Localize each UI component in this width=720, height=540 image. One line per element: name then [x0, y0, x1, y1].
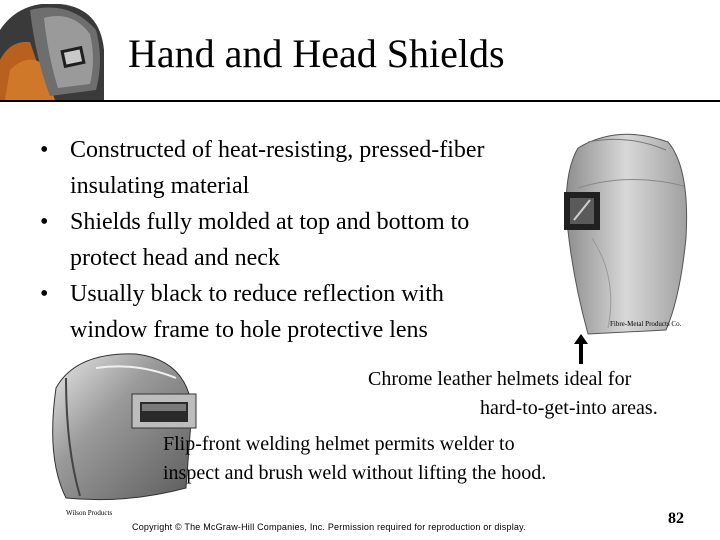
bullet-item — [30, 204, 570, 276]
photo-credit-left: Wilson Products — [66, 509, 113, 517]
bullet-line: window frame to hole protective lens — [70, 317, 428, 343]
bullet-dot: • — [40, 281, 49, 307]
slide-title: Hand and Head Shields — [128, 31, 505, 76]
bullet-line: Usually black to reduce reflection with — [70, 281, 444, 307]
page-number: 82 — [668, 510, 684, 527]
photo-credit-right: Fibre-Metal Products Co. — [610, 320, 682, 328]
flip-caption-line2: inspect and brush weld without lifting the hood. — [163, 462, 547, 484]
chrome-caption-line1: Chrome leather helmets ideal for — [368, 368, 632, 390]
up-arrow-icon — [574, 334, 588, 364]
bullet-line: Constructed of heat-resisting, pressed-fiber — [70, 137, 485, 163]
bullet-dot: • — [40, 209, 49, 235]
bullet-item — [30, 132, 570, 204]
bullet-line: protect head and neck — [70, 245, 280, 271]
leather-helmet-photo — [548, 128, 698, 342]
bullet-line: Shields fully molded at top and bottom to — [70, 209, 470, 235]
bullet-line: insulating material — [70, 173, 250, 199]
bullet-list — [30, 132, 570, 348]
copyright-notice: Copyright © The McGraw-Hill Companies, Inc. Permission required for reproduction or display. — [132, 522, 526, 532]
chrome-caption-line2: hard-to-get-into areas. — [480, 397, 658, 419]
welder-helmet-corner-icon — [0, 0, 108, 100]
bullet-dot: • — [40, 137, 49, 163]
bullet-item — [30, 276, 570, 348]
title-rule — [0, 100, 720, 102]
flip-caption-line1: Flip-front welding helmet permits welder to — [163, 433, 515, 455]
